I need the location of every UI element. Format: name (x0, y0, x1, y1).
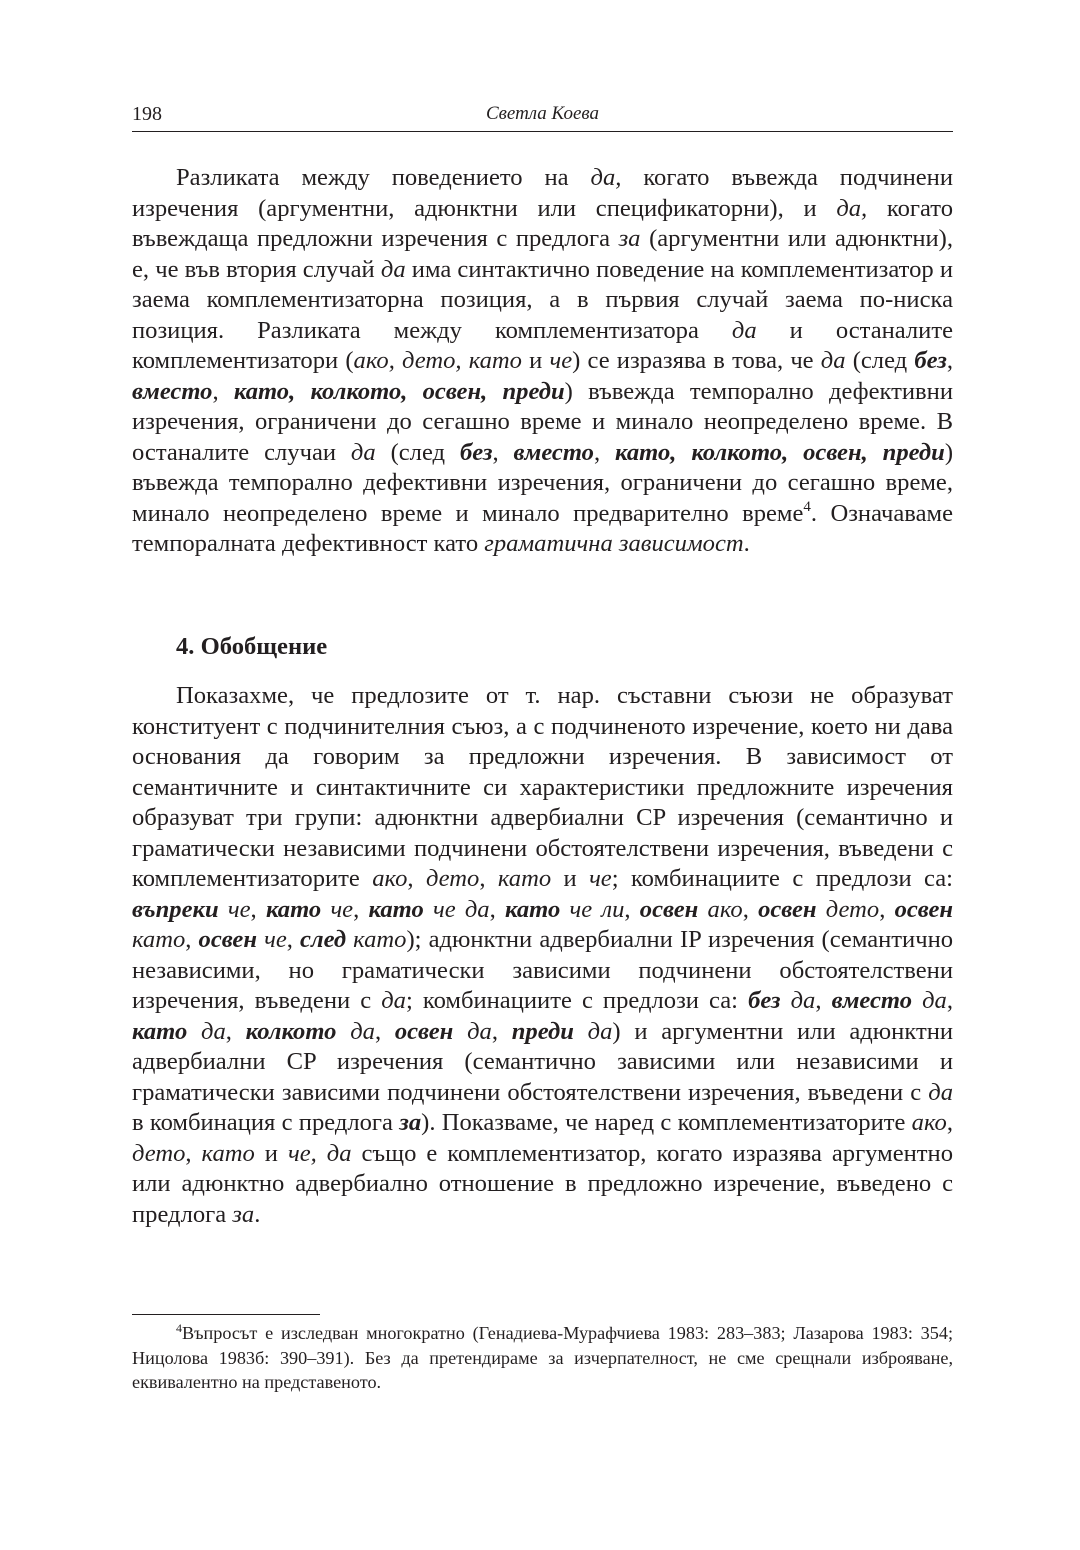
italic-run: да (928, 1078, 953, 1106)
bold-italic-run: след (300, 926, 347, 953)
italic-run: че, да (287, 1139, 352, 1167)
italic-run: да (336, 1017, 375, 1045)
text-run: . (254, 1200, 261, 1228)
text-run: ) въвежда темпорално дефективни изречения, ограничени до сегашно време, минало неопределено време и минало предварително време (132, 438, 954, 527)
text-run: ; комбинациите с предлози са: (611, 865, 954, 892)
bold-italic-run: без (459, 438, 493, 466)
italic-run: да (820, 347, 846, 374)
text-run: когато въвежда подчинени изречения (аргументни, адюнктни или спецификаторни), и (132, 164, 953, 222)
text-run: , (185, 1139, 202, 1167)
text-run: има синтактично поведение на комплементизатор и заема комплементизаторна позиция, а в първия случай заема по-ниска позиция. Разликата между комплементизатора (132, 255, 954, 344)
bold-italic-run: вместо (513, 438, 594, 466)
italic-run: че (257, 926, 287, 953)
text-run: също е комплементизатор, когато изразява аргументно или адюнктно адвербиално отношение в предложно изречение, въведено с предлога (132, 1139, 953, 1228)
running-head: Светла Коева (485, 103, 600, 124)
text-run: , (353, 895, 369, 923)
bold-italic-run: като (368, 895, 424, 923)
text-run: , (185, 926, 199, 953)
italic-run: ако (372, 865, 408, 892)
italic-run: че (321, 895, 354, 923)
italic-run: като (201, 1139, 255, 1167)
text-run: , (286, 926, 301, 953)
text-run: , (491, 1017, 512, 1045)
text-run: , (479, 865, 498, 892)
text-run: , (946, 987, 953, 1014)
bold-italic-run: вместо (132, 377, 213, 405)
text-run: ) се изразява в това, че (572, 347, 821, 374)
text-run: (след (845, 347, 915, 374)
bold-italic-run: освен (198, 926, 257, 953)
text-run: ; комбинациите с предлози са: (405, 987, 749, 1014)
italic-run: че да (423, 895, 490, 923)
footnote-marker: 4 (803, 498, 811, 515)
italic-run: да (731, 316, 757, 344)
bold-italic-run: като (265, 895, 322, 923)
page-header (132, 101, 953, 132)
italic-run: за (618, 225, 641, 252)
text-run: , (624, 895, 640, 923)
italic-run: като (346, 926, 407, 953)
italic-run: ако (911, 1109, 947, 1136)
text-run: , (374, 1017, 395, 1045)
page-number: 198 (132, 103, 162, 125)
text-run: , (879, 895, 895, 923)
text-run: . Означаваме темпоралната дефективност като (132, 499, 953, 557)
text-run: в комбинация с предлога (132, 1109, 400, 1136)
italic-run: да (187, 1017, 226, 1045)
text-run: ) и аргументни или адюнктни адвербиални CP изречения (семантично зависими или независими и граматически зависими подчинени обстоятелствени изречения, въведени с (132, 1017, 954, 1106)
text-run: когато въвеждаща предложни изречения с предлога (132, 194, 953, 252)
text-run: , (742, 895, 759, 923)
footnote-text: Въпросът е изследван многократно (Генадиева-Мурафчиева 1983: 283–383; Лазарова 1983: 354; Ницолова 1983б: 390–391). Без да претендираме за изчерпателност, не сме срещнали изброяване, еквивалентно на представеното. (132, 1323, 953, 1392)
bold-italic-run: като, колкото, освен, преди (233, 377, 565, 405)
text-run: , (212, 377, 234, 405)
text-run: , (946, 1109, 953, 1136)
text-run: , (946, 347, 953, 374)
footnote-divider (132, 1314, 320, 1315)
text-run: , (492, 438, 514, 466)
text-run: , (593, 438, 616, 466)
italic-run: дето (132, 1139, 186, 1167)
italic-run: да, (836, 194, 868, 222)
text-run: и (521, 347, 550, 374)
body-paragraph-1 (132, 163, 953, 560)
bold-italic-run: като, колкото, освен, преди (615, 438, 945, 466)
italic-run: да (350, 438, 376, 466)
text-run: , (489, 895, 505, 923)
bold-italic-run: преди (511, 1017, 574, 1045)
body-paragraph-2 (132, 681, 953, 1230)
bold-italic-run: като (132, 1017, 188, 1045)
italic-run: да (912, 987, 947, 1014)
bold-italic-run: за (399, 1109, 422, 1136)
text-run: (аргументни или адюнктни), е, че във втория случай (132, 225, 953, 283)
text-run: и (254, 1139, 288, 1167)
text-run: ). Показваме, че наред с комплементизаторите (421, 1109, 912, 1136)
text-run: (след (375, 438, 460, 466)
italic-run: да (381, 987, 406, 1014)
italic-run: дето (816, 895, 880, 923)
italic-run: да (453, 1017, 492, 1045)
italic-run: за (232, 1200, 255, 1228)
text-run: Показахме, че предлозите от т. нар. съставни съюзи не образуват конституент с подчинителния съюз, а с подчиненото изречение, което ни дава основания да говорим за предложни изречения. В зависимост от семантичните и синтактичните си характеристики предложните изречения образуват три групи: адюнктни адвербиални CP изречения (семантично и граматически независими подчинени обстоятелствени изречения, въведени с комплементизаторите (132, 682, 953, 892)
bold-italic-run: без (748, 987, 781, 1014)
italic-run: дето (425, 865, 480, 892)
text-run: и (551, 865, 590, 892)
text-run: ) въвежда темпорално дефективни изречения, ограничени до сегашно време и минало неопределено време. В останалите случаи (132, 377, 953, 466)
italic-run: като (132, 926, 186, 953)
italic-run: че (218, 895, 251, 923)
italic-run: ако, дето, като (353, 347, 522, 374)
bold-italic-run: освен (639, 895, 699, 923)
text-run: и останалите комплементизатори ( (132, 316, 954, 374)
text-run: , (407, 865, 426, 892)
italic-run: да (573, 1017, 613, 1045)
italic-run: че (589, 865, 612, 892)
italic-run: че (549, 347, 573, 374)
text-run: . (743, 530, 750, 557)
text-run: Разликата между поведението на (176, 164, 591, 191)
bold-italic-run: освен (394, 1017, 454, 1045)
italic-run: да (780, 987, 816, 1014)
section-heading: 4. Обобщение (176, 633, 328, 660)
bold-italic-run: освен (894, 895, 954, 923)
text-run: , (815, 987, 832, 1014)
bold-italic-run: като (505, 895, 561, 923)
italic-run: че ли (560, 895, 625, 923)
italic-run: да (380, 255, 406, 283)
footnote (132, 1321, 953, 1395)
bold-italic-run: колкото (245, 1017, 337, 1045)
text-run: , (250, 895, 266, 923)
footnote-number: 4 (176, 1321, 182, 1335)
italic-run: ако (698, 895, 743, 923)
text-run: , (225, 1017, 246, 1045)
italic-run: като (497, 865, 552, 892)
bold-italic-run: вместо (831, 987, 913, 1014)
bold-italic-run: освен (758, 895, 817, 923)
italic-run: да, (590, 164, 622, 191)
text-run: ); адюнктни адвербиални IP изречения (семантично независими, но граматически зависими подчинени обстоятелствени изречения, въведени с (132, 926, 954, 1014)
italic-run: граматична зависимост (484, 530, 744, 557)
bold-italic-run: въпреки (132, 895, 219, 923)
bold-italic-run: без (914, 347, 947, 374)
